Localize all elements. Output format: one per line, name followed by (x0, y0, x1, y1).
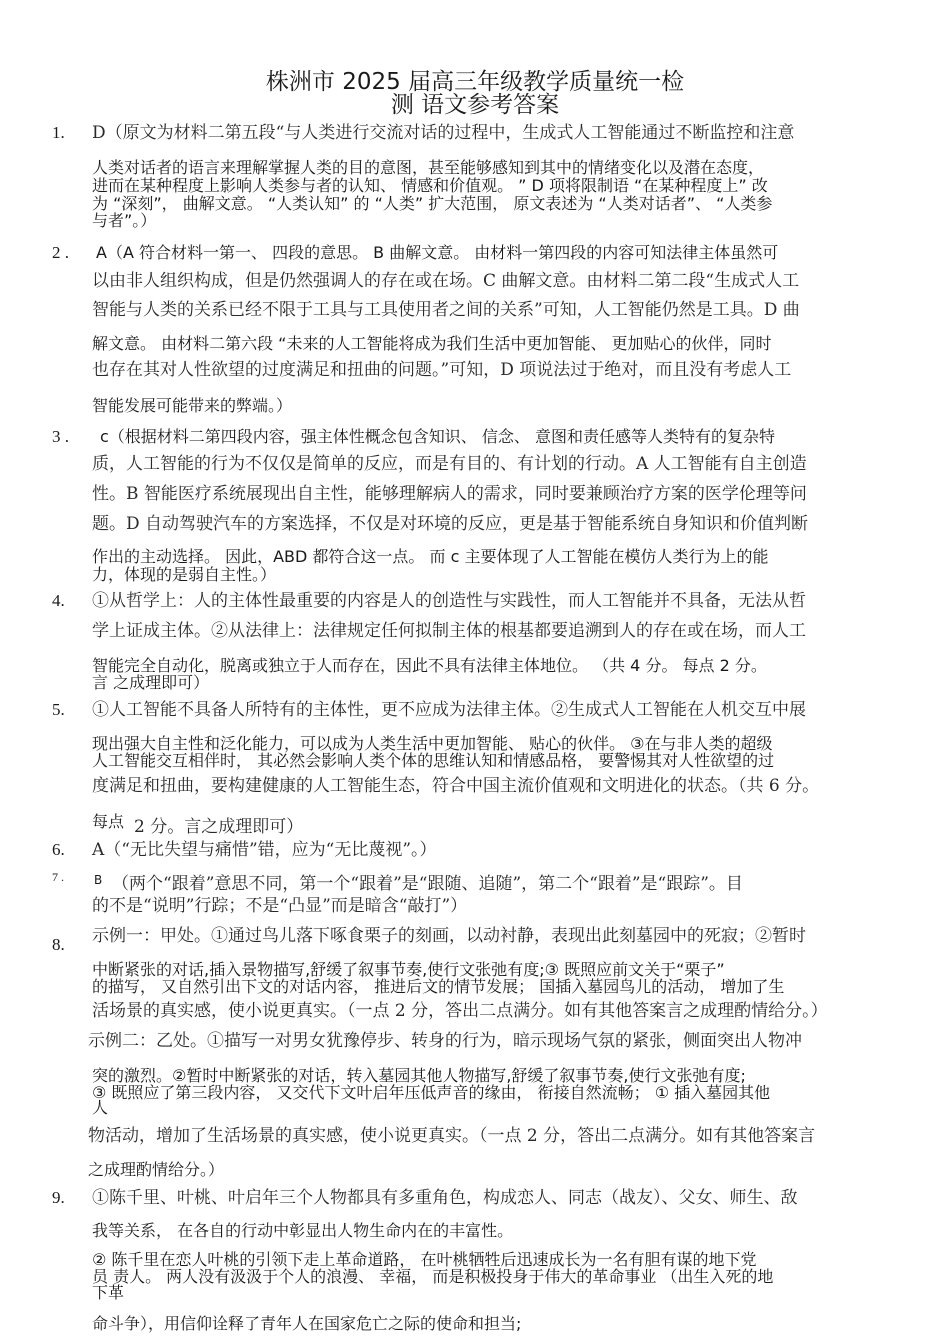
text-line: 2 分。言之成理即可） (134, 817, 304, 837)
text-line: 活场景的真实感，使小说更真实。（一点 2 分，答出二点满分。如有其他答案言之成理酌情给分。） (92, 1001, 828, 1021)
text-line: 中断紧张的对话,插入景物描写,舒缓了叙事节奏,使行文张弛有度;③ 既照应前文关于“栗子” (92, 960, 725, 979)
item-number: 4. (52, 591, 65, 610)
text-line: 作出的主动选择。 因此，ABD 都符合这一点。 而 c 主要体现了人工智能在模仿人类行为上的能 (92, 547, 769, 566)
text-line: ①从哲学上：人的主体性最重要的内容是人的创造性与实践性，而人工智能并不具备，无法从哲 (92, 591, 806, 611)
text-line: 度满足和扭曲，要构建健康的人工智能生态，符合中国主流价值观和文明进化的状态。（共 6 分。 (92, 776, 820, 796)
text-line: 人工智能交互相伴时， 其必然会影响人类个体的思维认知和情感品格， 要警惕其对人性欲望的过 (92, 751, 775, 770)
text-line: 智能与人类的关系已经不限于工具与工具使用者之间的关系”可知，人工智能仍然是工具。D 曲 (92, 300, 800, 320)
text-line: 力，体现的是弱自主性。） (92, 565, 277, 584)
text-line: 示例二：乙处。①描写一对男女犹豫停步、转身的行为，暗示现场气氛的紧张，侧面突出人物冲 (88, 1031, 802, 1051)
text-line: 质，人工智能的行为不仅仅是简单的反应，而是有目的、有计划的行动。A 人工智能有自主创造 (92, 454, 807, 474)
text-line: 每点 (92, 812, 125, 831)
text-line: c（根据材料二第四段内容，强主体性概念包含知识、 信念、 意图和责任感等人类特有的复杂特 (100, 427, 775, 446)
text-line: A（A 符合材料一第一、 四段的意思。 B 曲解文意。 由材料一第四段的内容可知法律主体虽然可 (96, 243, 779, 262)
title-line-2: 测 语文参考答案 (390, 92, 560, 118)
text-line: ①陈千里、叶桃、叶启年三个人物都具有多重角色，构成恋人、同志（战友）、父女、师生、敌 (92, 1188, 798, 1208)
text-line: A（“无比失望与痛惜”错，应为“无比蔑视”。） (92, 840, 437, 860)
text-line: 智能完全自动化，脱离或独立于人而存在，因此不具有法律主体地位。 （共 4 分。 每点 2 分。 (92, 656, 767, 675)
text-line: 智能发展可能带来的弊端。） (92, 396, 293, 415)
text-line: 人 (92, 1098, 109, 1117)
text-line: 之成理酌情给分。） (88, 1160, 225, 1179)
text-line: 性。B 智能医疗系统展现出自主性，能够理解病人的需求，同时要兼顾治疗方案的医学伦理等问 (92, 484, 807, 504)
text-line: 也存在其对人性欲望的过度满足和扭曲的问题。”可知，D 项说法过于绝对，而且没有考虑人工 (92, 360, 792, 380)
text-line: 言 之成理即可） (92, 673, 210, 692)
text-line: 物活动，增加了生活场景的真实感，使小说更真实。（一点 2 分，答出二点满分。如有其他答案言 (88, 1126, 816, 1146)
text-line: 以由非人组织构成，但是仍然强调人的存在或在场。C 曲解文意。由材料二第二段“生成式人工 (92, 271, 800, 291)
text-line: 的描写， 又自然引出下文的对话内容， 推进后文的情节发展； 国插入墓园鸟儿的活动， 增加了生 (92, 977, 785, 996)
text-line: 人类对话者的语言来理解掌握人类的目的意图，甚至能够感知到其中的情绪变化以及潜在态度， (92, 158, 765, 177)
item-number: 6. (52, 840, 65, 859)
item-number: 7 . (52, 870, 64, 884)
item-number: 9. (52, 1188, 65, 1207)
text-line: 现出强大自主性和泛化能力，可以成为人类生活中更加智能、 贴心的伙伴。 ③在与非人类的超级 (92, 734, 773, 753)
text-line: 解文意。 由材料二第六段 “未来的人工智能将成为我们生活中更加智能、 更加贴心的伙伴，同时 (92, 334, 772, 353)
text-line: 我等关系， 在各自的行动中彰显出人物生命内在的丰富性。 (92, 1221, 514, 1240)
text-line: 进而在某种程度上影响人类参与者的认知、 情感和价值观。 ” D 项将限制语 “在某种程度上” 改 (92, 176, 768, 195)
item-number: 2 . (52, 243, 69, 262)
item-number: 8. (52, 935, 65, 954)
text-line: ③ 既照应了第三段内容， 又交代下文叶启年压低声音的缘由， 衔接自然流畅； ① 插入墓园其他 (92, 1083, 771, 1102)
item-number: 3 . (52, 427, 69, 446)
text-line: 示例一：甲处。①通过鸟儿落下啄食栗子的刻画，以动衬静，表现出此刻墓园中的死寂；②暂时 (92, 926, 806, 946)
text-line: 为 “深刻”， 曲解文意。 “人类认知” 的 “人类” 扩大范围， 原文表述为 “人类对话者”、 “人类参 (92, 194, 773, 213)
item-number: 1. (52, 123, 65, 142)
text-line: 下革 (92, 1283, 125, 1302)
text-line: 命斗争），用信仰诠释了青年人在国家危亡之际的使命和担当; (92, 1314, 522, 1333)
text-line: 的不是“说明”行踪；不是“凸显”而是暗含“敲打”） (92, 896, 468, 916)
text-line: 与者”。） (92, 211, 157, 230)
text-line: 突的激烈。②暂时中断紧张的对话，转入墓园其他人物描写,舒缓了叙事节奏,使行文张弛有度; (92, 1066, 746, 1085)
text-line: 员 责人。 两人没有汲汲于个人的浪漫、 幸福， 而是积极投身于伟大的革命事业 （出生入死的地 (92, 1267, 774, 1286)
text-line: 题。D 自动驾驶汽车的方案选择，不仅是对环境的反应，更是基于智能系统自身知识和价值判断 (92, 514, 809, 534)
text-line: D（原文为材料二第五段“与人类进行交流对话的过程中，生成式人工智能通过不断监控和注意 (92, 123, 795, 143)
text-line: B (94, 873, 103, 887)
item-number: 5. (52, 700, 65, 719)
title-line-1: 株洲市 2025 届高三年级教学质量统一检 (265, 69, 685, 95)
text-line: ② 陈千里在恋人叶桃的引领下走上革命道路， 在叶桃牺牲后迅速成长为一名有胆有谋的地下党 (92, 1250, 757, 1269)
text-line: （两个“跟着”意思不同，第一个“跟着”是“跟随、追随”，第二个“跟着”是“跟踪”。目 (112, 874, 743, 894)
text-line: 学上证成主体。②从法律上：法律规定任何拟制主体的根基都要追溯到人的存在或在场，而人工 (92, 621, 806, 641)
text-line: ①人工智能不具备人所特有的主体性，更不应成为法律主体。②生成式人工智能在人机交互中展 (92, 700, 806, 720)
